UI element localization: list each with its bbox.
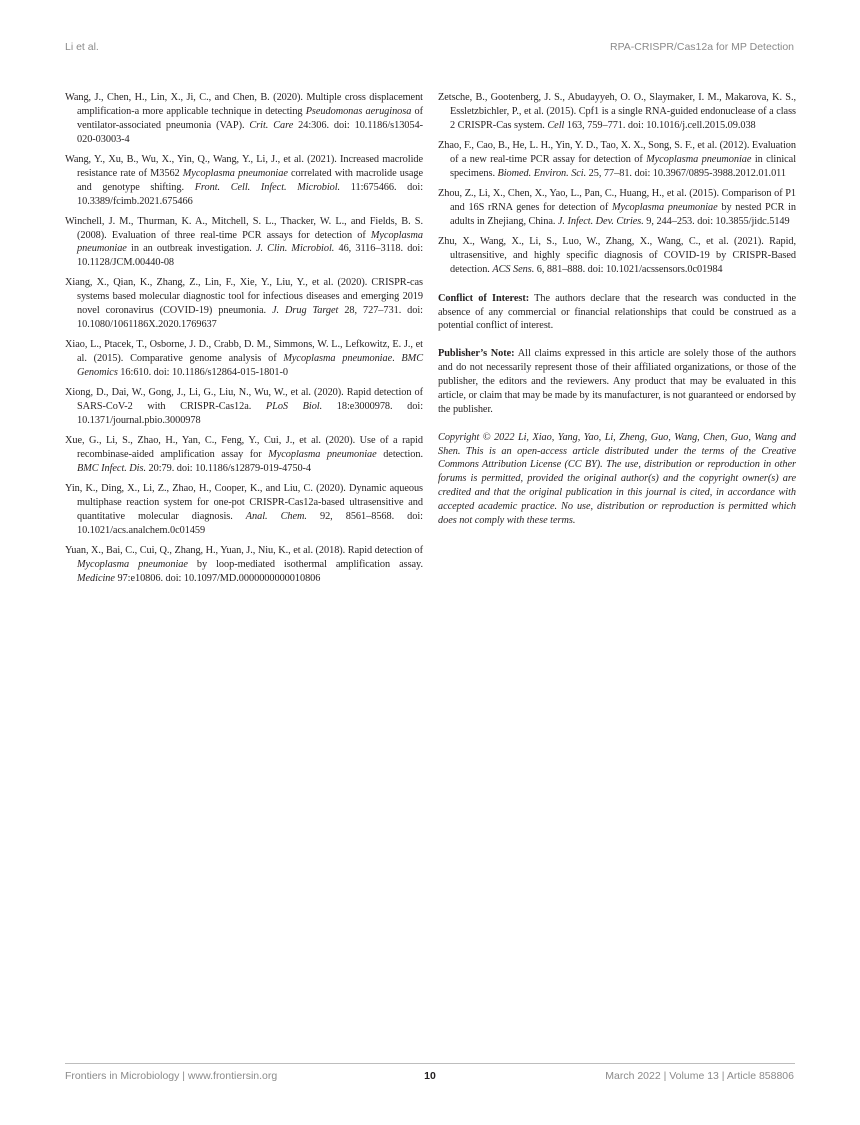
reference-text: 11:675466. doi: 10.3389/fcimb.2021.675466	[77, 181, 424, 207]
publisher-note	[438, 347, 796, 417]
reference-text: detection.	[376, 448, 424, 460]
reference-italic-text: Mycoplasma pneumoniae	[182, 167, 288, 179]
reference-text: Xiao, L., Ptacek, T., Osborne, J. D., Crabb, D. M., Simmons, W. L., Lefkowitz, E. J., et al. (2015). Comparative genome analysis of	[65, 339, 423, 365]
reference-italic-text: Mycoplasma pneumoniae	[77, 229, 423, 255]
reference-text: Xiang, X., Qian, K., Zhang, Z., Lin, F., Xie, Y., Liu, Y., et al. (2020). CRISPR-cas systems based molecular diagnostic tool for infectious diseases and emerging 2019 novel coronavirus (COVID-19) pneumonia.	[65, 277, 423, 317]
reference-italic-text: J. Clin. Microbiol.	[255, 243, 335, 255]
reference-italic-text: Mycoplasma pneumoniae	[611, 201, 718, 213]
reference-text: Zhao, F., Cao, B., He, L. H., Yin, Y. D., Tao, X. X., Song, S. F., et al. (2012). Evaluation of a new real-time PCR assay for detection of	[438, 139, 796, 165]
reference-text: 97:e10806. doi: 10.1097/MD.0000000000010806	[114, 572, 321, 584]
running-header-authors: Li et al.	[65, 41, 99, 53]
reference-text: 92, 8561–8568. doi: 10.1021/acs.analchem.0c01459	[77, 510, 423, 536]
reference-text: by nested PCR in adults in Zhejiang, China.	[450, 201, 797, 227]
footer-divider	[65, 1063, 795, 1064]
reference-text: Zhu, X., Wang, X., Li, S., Luo, W., Zhang, X., Wang, C., et al. (2021). Rapid, ultrasensitive, and highly specific diagnosis of COVID-19 by CRISPR-Based detection.	[438, 235, 796, 275]
reference-text: correlated with macrolide usage and genotype shifting.	[77, 167, 423, 193]
reference-italic-text: Biomed. Environ. Sci.	[497, 167, 587, 179]
reference-text: Winchell, J. M., Thurman, K. A., Mitchell, S. L., Thacker, W. L., and Fields, B. S. (2008). Evaluation of three real-time PCR assays for detection of	[65, 215, 423, 241]
reference-italic-text: PLoS Biol.	[265, 401, 323, 413]
reference-text: Wang, Y., Xu, B., Wu, X., Yin, Q., Wang, Y., Li, J., et al. (2021). Increased macrolide resistance rate of M3562	[65, 153, 423, 179]
publisher-label: Publisher’s Note:	[438, 348, 515, 360]
footer-issue-info: March 2022 | Volume 13 | Article 858806	[605, 1070, 794, 1082]
reference-entry	[65, 386, 423, 428]
reference-entry	[438, 139, 796, 181]
reference-entry	[65, 215, 423, 271]
reference-text: 20:79. doi: 10.1186/s12879-019-4750-4	[145, 462, 312, 474]
reference-text: Yuan, X., Bai, C., Cui, Q., Zhang, H., Yuan, J., Niu, K., et al. (2018). Rapid detection of	[65, 544, 423, 556]
references-left-column	[65, 91, 423, 592]
reference-text: by loop-mediated isothermal amplification assay.	[187, 558, 424, 570]
reference-italic-text: Pseudomonas aeruginosa	[305, 105, 412, 117]
reference-text: of ventilator-associated pneumonia (VAP).	[77, 105, 423, 131]
reference-text: in clinical specimens.	[450, 153, 797, 179]
reference-entry	[65, 276, 423, 332]
right-column	[438, 91, 796, 542]
reference-italic-text: Mycoplasma pneumoniae	[646, 153, 752, 165]
page-number: 10	[424, 1070, 436, 1082]
publisher-text: All claims expressed in this article are solely those of the authors and do not necessarily represent those of their affiliated organizations, or those of the publisher, the editors and the reviewers. Any product that may be evaluated in this article, or claim that may be made by its manufacturer, is not guaranteed or endorsed by the publisher.	[438, 348, 796, 415]
conflict-text: The authors declare that the research was conducted in the absence of any commercial or financial relationships that could be construed as a potential conflict of interest.	[438, 292, 796, 332]
reference-entry	[65, 91, 423, 147]
reference-italic-text: Front. Cell. Infect. Microbiol.	[194, 181, 341, 193]
reference-text: Xiong, D., Dai, W., Gong, J., Li, G., Liu, N., Wu, W., et al. (2020). Rapid detection of SARS-CoV-2 with CRISPR-Cas12a.	[65, 387, 423, 413]
reference-italic-text: Mycoplasma pneumoniae	[283, 353, 393, 365]
reference-text: 24:306. doi: 10.1186/s13054-020-03003-4	[77, 119, 423, 145]
reference-italic-text: Mycoplasma pneumoniae	[77, 558, 188, 570]
conflict-label: Conflict of Interest:	[438, 292, 530, 304]
reference-text: 46, 3116–3118. doi: 10.1128/JCM.00440-08	[77, 243, 424, 269]
reference-text: 16:610. doi: 10.1186/s12864-015-1801-0	[117, 367, 288, 379]
reference-italic-text: J. Infect. Dev. Ctries.	[557, 215, 644, 227]
reference-entry	[438, 91, 796, 133]
reference-text: Wang, J., Chen, H., Lin, X., Ji, C., and Chen, B. (2020). Multiple cross displacement amplification-a more applicable technique in detecting	[65, 92, 423, 117]
running-header-title: RPA-CRISPR/Cas12a for MP Detection	[609, 41, 794, 53]
reference-entry	[438, 187, 796, 229]
reference-entry	[65, 153, 423, 209]
reference-entry	[65, 338, 423, 380]
reference-italic-text: J. Drug Target	[272, 305, 339, 317]
reference-text: Zhou, Z., Li, X., Chen, X., Yao, L., Pan, C., Huang, H., et al. (2015). Comparison of P1 and 16S rRNA genes for detection of	[438, 187, 796, 213]
reference-text: 9, 244–253. doi: 10.3855/jidc.5149	[643, 215, 790, 227]
references-right-column	[438, 91, 796, 276]
reference-entry	[65, 482, 423, 538]
reference-italic-text: Crit. Care	[249, 119, 294, 131]
reference-entry	[65, 544, 423, 586]
copyright-statement: Copyright © 2022 Li, Xiao, Yang, Yao, Li, Zheng, Guo, Wang, Chen, Guo, Wang and Shen. This is an open-access article distributed under the terms of the Creative Commons Attribution License (CC BY). The use, distribution or reproduction in other forums is permitted, provided the original author(s) and the copyright owner(s) are credited and that the original publication in this journal is cited, in accordance with accepted academic practice. No use, distribution or reproduction is permitted which does not comply with these terms.	[438, 431, 796, 527]
conflict-of-interest	[438, 292, 796, 334]
reference-text: 163, 759–771. doi: 10.1016/j.cell.2015.09.038	[564, 119, 756, 131]
reference-text: 18:e3000978. doi: 10.1371/journal.pbio.3000978	[77, 401, 423, 426]
reference-text: .	[392, 353, 402, 365]
reference-text: 28, 727–731. doi: 10.1080/1061186X.2020.1769637	[77, 305, 423, 331]
reference-italic-text: Cell	[547, 119, 565, 131]
reference-italic-text: Medicine	[77, 572, 115, 584]
reference-text: in an outbreak investigation.	[126, 243, 256, 255]
reference-italic-text: Mycoplasma pneumoniae	[268, 448, 377, 460]
reference-italic-text: ACS Sens.	[492, 263, 535, 275]
reference-entry	[438, 235, 796, 277]
reference-text: Yin, K., Ding, X., Li, Z., Zhao, H., Cooper, K., and Liu, C. (2020). Dynamic aqueous multiphase reaction system for one-pot CRISPR-Cas12a-based ultrasensitive and quantitative molecular diagnosis.	[65, 482, 423, 522]
reference-text: 25, 77–81. doi: 10.3967/0895-3988.2012.01.011	[586, 167, 786, 179]
reference-text: 6, 881–888. doi: 10.1021/acssensors.0c01984	[534, 263, 723, 275]
reference-italic-text: Anal. Chem.	[245, 510, 307, 522]
reference-text: Xue, G., Li, S., Zhao, H., Yan, C., Feng, Y., Cui, J., et al. (2020). Use of a rapid recombinase-aided amplification assay for	[65, 435, 423, 460]
reference-text: Zetsche, B., Gootenberg, J. S., Abudayyeh, O. O., Slaymaker, I. M., Makarova, K. S., Essletzbichler, P., et al. (2015). Cpf1 is a single RNA-guided endonuclease of a class 2 CRISPR-Cas system.	[438, 92, 796, 131]
reference-italic-text: BMC Infect. Dis.	[77, 462, 146, 474]
reference-entry	[65, 434, 423, 476]
footer-journal-link[interactable]: Frontiers in Microbiology | www.frontiersin.org	[65, 1070, 278, 1082]
reference-italic-text: BMC Genomics	[77, 353, 424, 379]
